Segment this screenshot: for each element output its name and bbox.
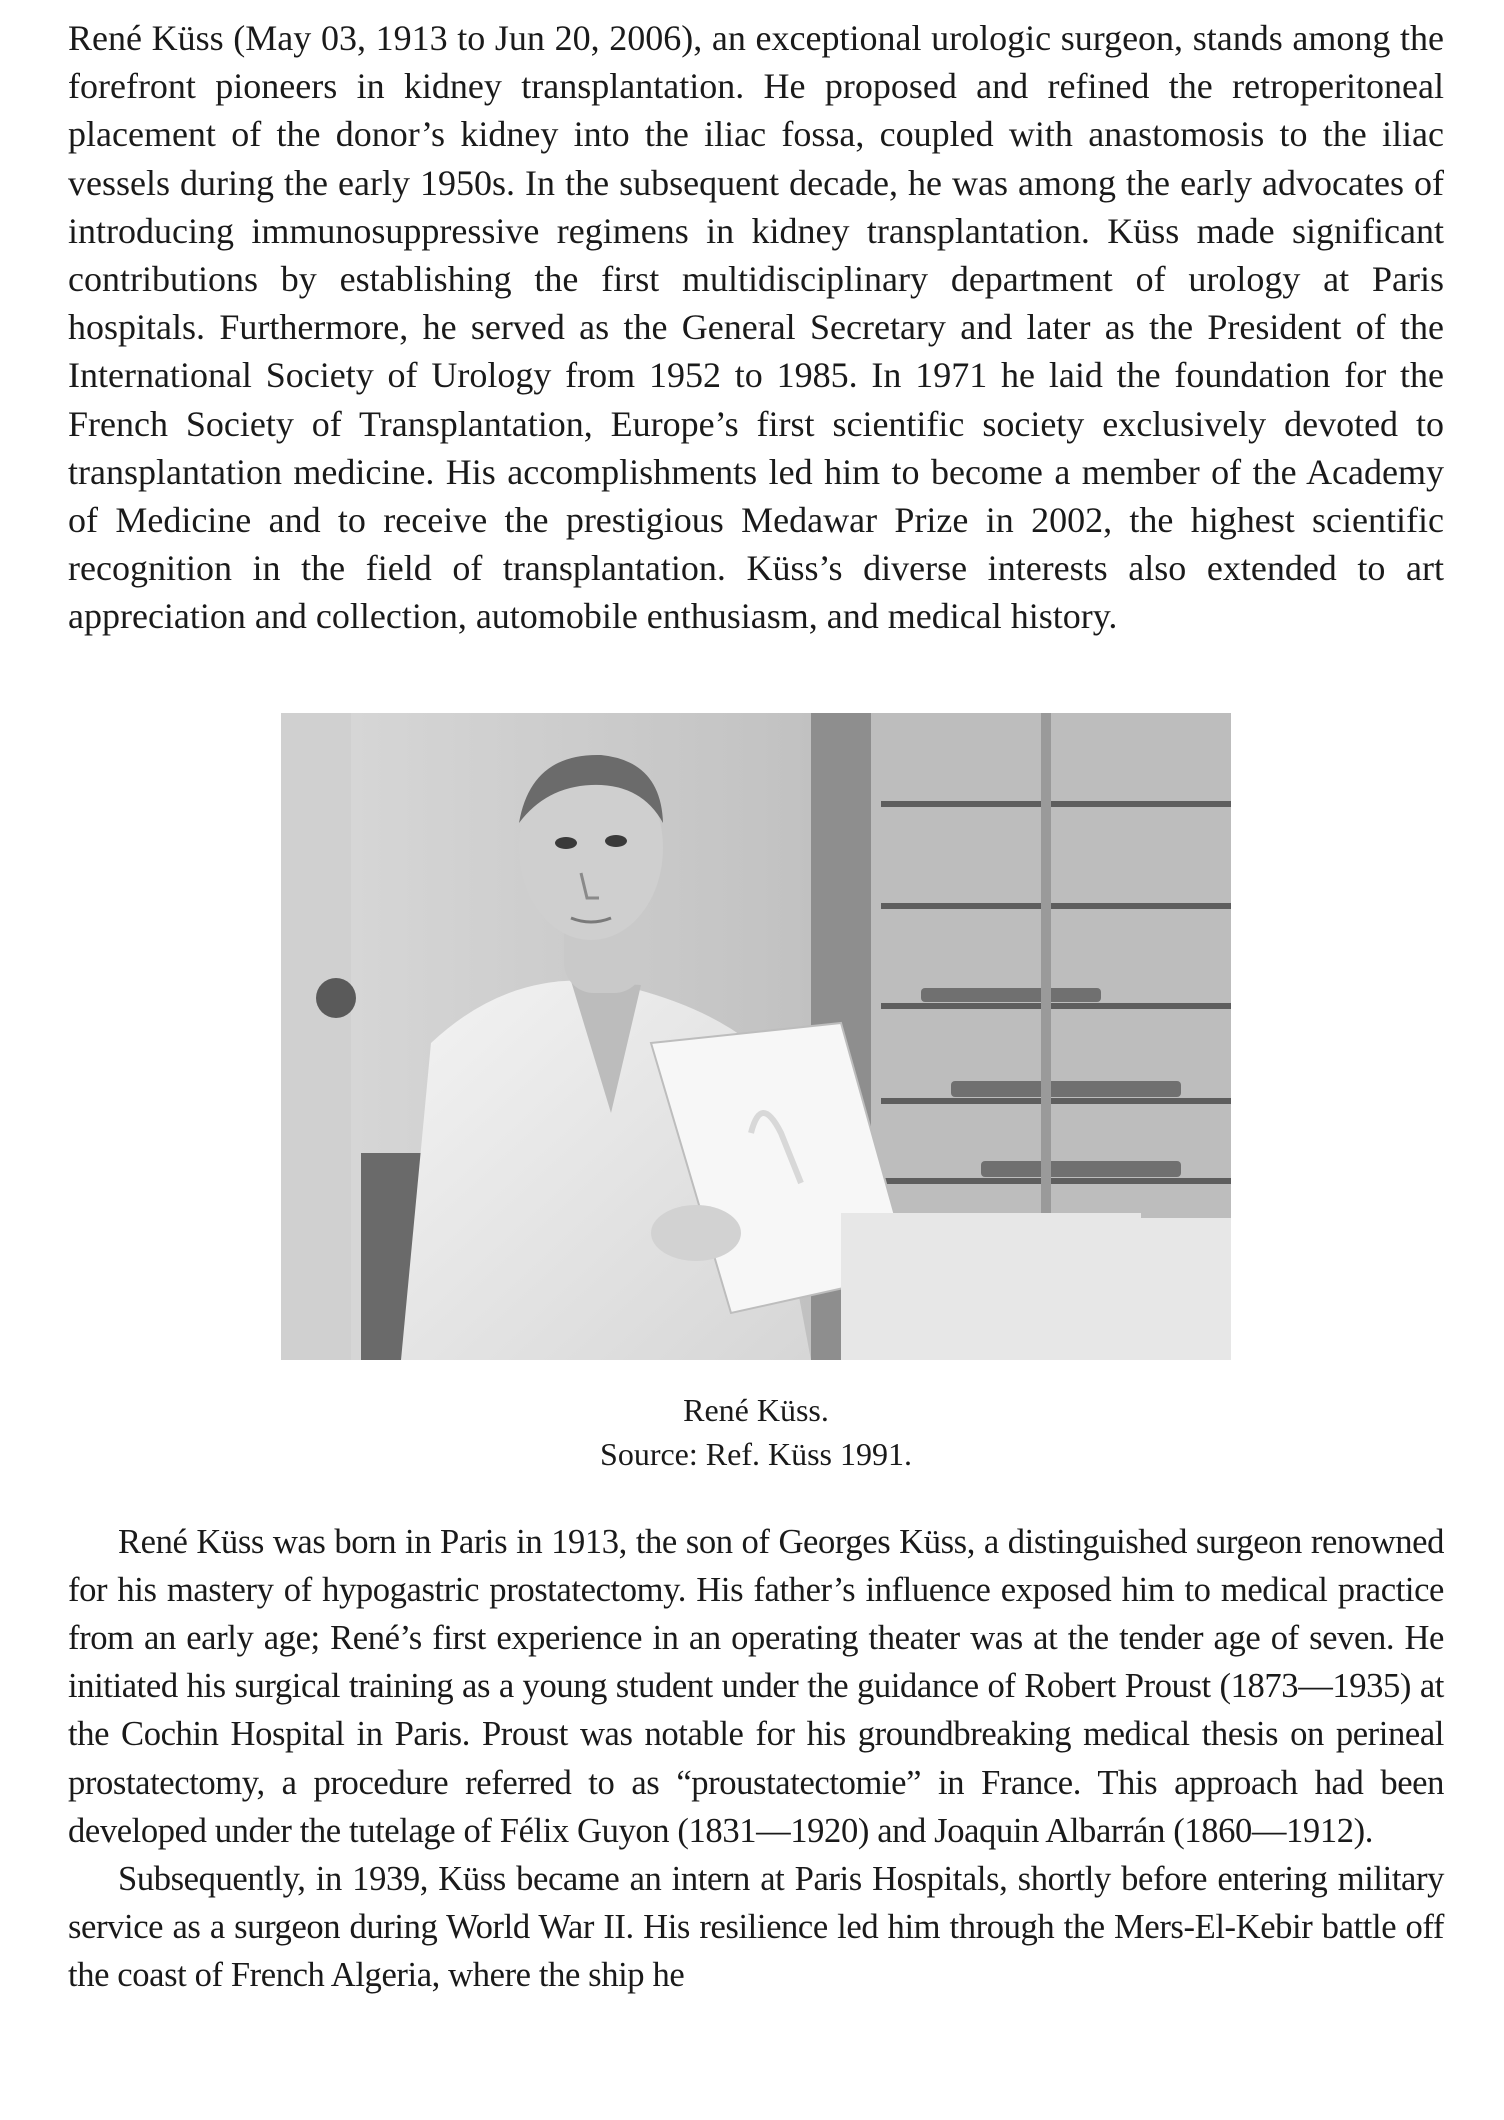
document-page xyxy=(68,14,1444,2000)
intro-paragraph: René Küss (May 03, 1913 to Jun 20, 2006), an exceptional urologic surgeon, stands among the forefront pioneers in kidney transplantation. He proposed and refined the retroperitoneal placement of the donor’s kidney into the iliac fossa, coupled with anastomosis to the iliac vessels during the early 1950s. In the subsequent decade, he was among the early advocates of introducing immunosuppressive regimens in kidney transplantation. Küss made significant contributions by establishing the first multidisciplinary department of urology at Paris hospitals. Furthermore, he served as the General Secretary and later as the President of the International Society of Urology from 1952 to 1985. In 1971 he laid the foundation for the French Society of Transplantation, Europe’s first scientific society exclusively devoted to transplantation medicine. His accomplishments led him to become a member of the Academy of Medicine and to receive the prestigious Medawar Prize in 2002, the highest scientific recognition in the field of transplantation. Küss’s diverse interests also extended to art appreciation and collection, automobile enthusiasm, and medical history. xyxy=(68,18,1444,637)
figure-caption xyxy=(281,1388,1231,1476)
body-paragraph-1: René Küss was born in Paris in 1913, the son of Georges Küss, a distinguished surgeon renowned for his mastery of hypogastric prostatectomy. His father’s influence exposed him to medical practice from an early age; René’s first experience in an operating theater was at the tender age of seven. He initiated his surgical training as a young student under the guidance of Robert Proust (1873—1935) at the Cochin Hospital in Paris. Proust was notable for his groundbreaking medical thesis on perineal prostatectomy, a procedure referred to as “proustatectomie” in France. This approach had been developed under the tutelage of Félix Guyon (1831—1920) and Joaquin Albarrán (1860—1912). xyxy=(68,1522,1444,1850)
body-text xyxy=(68,1518,1444,2000)
caption-title: René Küss. xyxy=(683,1391,829,1428)
caption-source: Source: Ref. Küss 1991. xyxy=(600,1435,912,1472)
figure xyxy=(281,713,1231,1476)
body-paragraph-2: Subsequently, in 1939, Küss became an intern at Paris Hospitals, shortly before entering military service as a surgeon during World War II. His resilience led him through the Mers-El-Kebir battle off the coast of French Algeria, where the ship he xyxy=(68,1860,1444,1995)
portrait-photo xyxy=(281,713,1231,1360)
